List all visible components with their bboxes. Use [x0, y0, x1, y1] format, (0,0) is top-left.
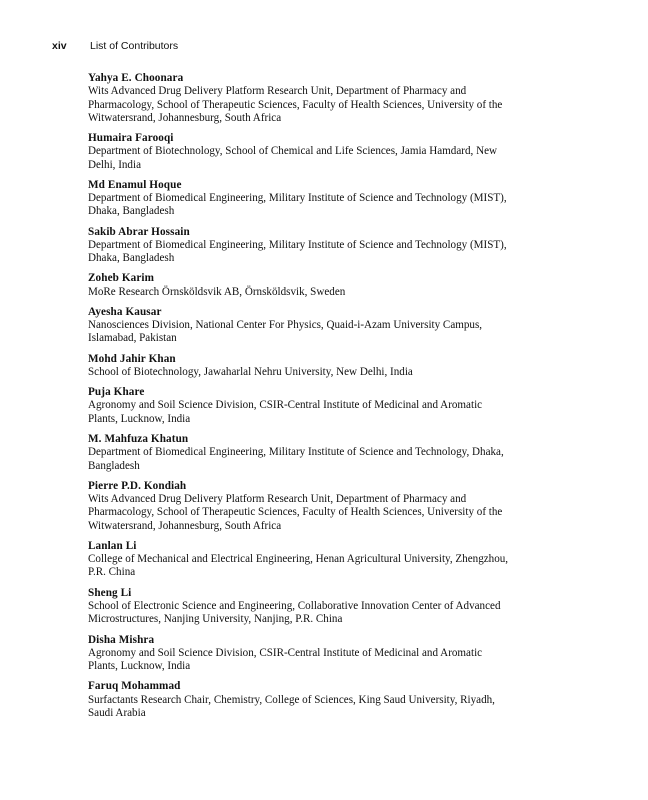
- contributor-affiliation-line: Department of Biomedical Engineering, Military Institute of Science and Technology, Dhaka,: [88, 446, 504, 459]
- contributor-name: Humaira Farooqi: [88, 132, 174, 145]
- contributor-name: Puja Khare: [88, 386, 145, 399]
- contributor-entry: [88, 480, 550, 533]
- contributor-entry: [88, 132, 550, 172]
- contributor-affiliation-line: Microstructures, Nanjing University, Nanjing, P.R. China: [88, 613, 343, 626]
- contributor-entry: [88, 587, 550, 627]
- contributor-affiliation-line: Surfactants Research Chair, Chemistry, College of Sciences, King Saud University, Riyadh,: [88, 693, 495, 706]
- contributor-name: Disha Mishra: [88, 633, 155, 646]
- contributor-affiliation-line: Agronomy and Soil Science Division, CSIR-Central Institute of Medicinal and Aromatic: [88, 646, 483, 659]
- contributor-name: Lanlan Li: [88, 539, 137, 552]
- contributor-affiliation-line: Saudi Arabia: [88, 706, 146, 719]
- contributor-name: Ayesha Kausar: [88, 305, 162, 318]
- contributor-affiliation-line: MoRe Research Örnsköldsvik AB, Örnsköldsvik, Sweden: [88, 285, 346, 298]
- contributor-name: Faruq Mohammad: [88, 680, 181, 693]
- contributor-entry: [88, 540, 550, 580]
- contributor-affiliation-line: Islamabad, Pakistan: [88, 332, 177, 345]
- contributor-name: Zoheb Karim: [88, 272, 155, 285]
- contributor-entry: [88, 72, 550, 125]
- contributor-affiliation-line: Nanosciences Division, National Center For Physics, Quaid-i-Azam University Campus,: [88, 319, 483, 332]
- contributor-entry: [88, 179, 550, 219]
- contributor-entry: [88, 306, 550, 346]
- contributor-name: Sheng Li: [88, 586, 132, 599]
- contributor-affiliation-line: P.R. China: [88, 566, 136, 579]
- contributor-affiliation-line: Agronomy and Soil Science Division, CSIR-Central Institute of Medicinal and Aromatic: [88, 399, 483, 412]
- contributor-name: M. Mahfuza Khatun: [88, 433, 189, 446]
- contributor-affiliation-line: Department of Biomedical Engineering, Military Institute of Science and Technology (MIST),: [88, 238, 507, 251]
- contributor-affiliation-line: Bangladesh: [88, 459, 140, 472]
- contributor-affiliation-line: Department of Biomedical Engineering, Military Institute of Science and Technology (MIST),: [88, 192, 507, 205]
- contributor-affiliation-line: Pharmacology, School of Therapeutic Sciences, Faculty of Health Sciences, University of the: [88, 98, 503, 111]
- contributor-name: Pierre P.D. Kondiah: [88, 479, 187, 492]
- contributor-affiliation-line: Department of Biotechnology, School of Chemical and Life Sciences, Jamia Hamdard, New: [88, 145, 498, 158]
- contributor-affiliation-line: Witwatersrand, Johannesburg, South Africa: [88, 519, 282, 532]
- contributor-affiliation-line: Dhaka, Bangladesh: [88, 205, 175, 218]
- contributor-entry: [88, 433, 550, 473]
- contributor-name: Mohd Jahir Khan: [88, 352, 176, 365]
- contributor-entry: [88, 272, 550, 299]
- contributor-list: [88, 72, 550, 727]
- page-number: xiv: [52, 40, 67, 52]
- contributor-entry: [88, 226, 550, 266]
- contributor-affiliation-line: Delhi, India: [88, 158, 141, 171]
- contributor-affiliation-line: Wits Advanced Drug Delivery Platform Research Unit, Department of Pharmacy and: [88, 493, 467, 506]
- contributor-affiliation-line: Dhaka, Bangladesh: [88, 252, 175, 265]
- contributor-affiliation-line: Plants, Lucknow, India: [88, 412, 191, 425]
- contributor-entry: [88, 680, 550, 720]
- contributor-affiliation-line: School of Electronic Science and Engineering, Collaborative Innovation Center of Advanced: [88, 599, 501, 612]
- contributor-entry: [88, 634, 550, 674]
- contributor-name: Md Enamul Hoque: [88, 178, 182, 191]
- contributor-affiliation-line: School of Biotechnology, Jawaharlal Nehru University, New Delhi, India: [88, 365, 413, 378]
- running-head: [52, 40, 178, 52]
- contributor-entry: [88, 386, 550, 426]
- contributor-affiliation-line: Wits Advanced Drug Delivery Platform Research Unit, Department of Pharmacy and: [88, 85, 467, 98]
- running-title: List of Contributors: [90, 40, 179, 52]
- contributor-affiliation-line: College of Mechanical and Electrical Engineering, Henan Agricultural University, Zhengzhou,: [88, 553, 509, 566]
- contributor-affiliation-line: Plants, Lucknow, India: [88, 660, 191, 673]
- contributor-name: Yahya E. Choonara: [88, 72, 184, 84]
- contributor-name: Sakib Abrar Hossain: [88, 225, 190, 238]
- contributor-entry: [88, 353, 550, 380]
- contributor-affiliation-line: Pharmacology, School of Therapeutic Sciences, Faculty of Health Sciences, University of the: [88, 506, 503, 519]
- contributor-affiliation-line: Witwatersrand, Johannesburg, South Africa: [88, 111, 282, 124]
